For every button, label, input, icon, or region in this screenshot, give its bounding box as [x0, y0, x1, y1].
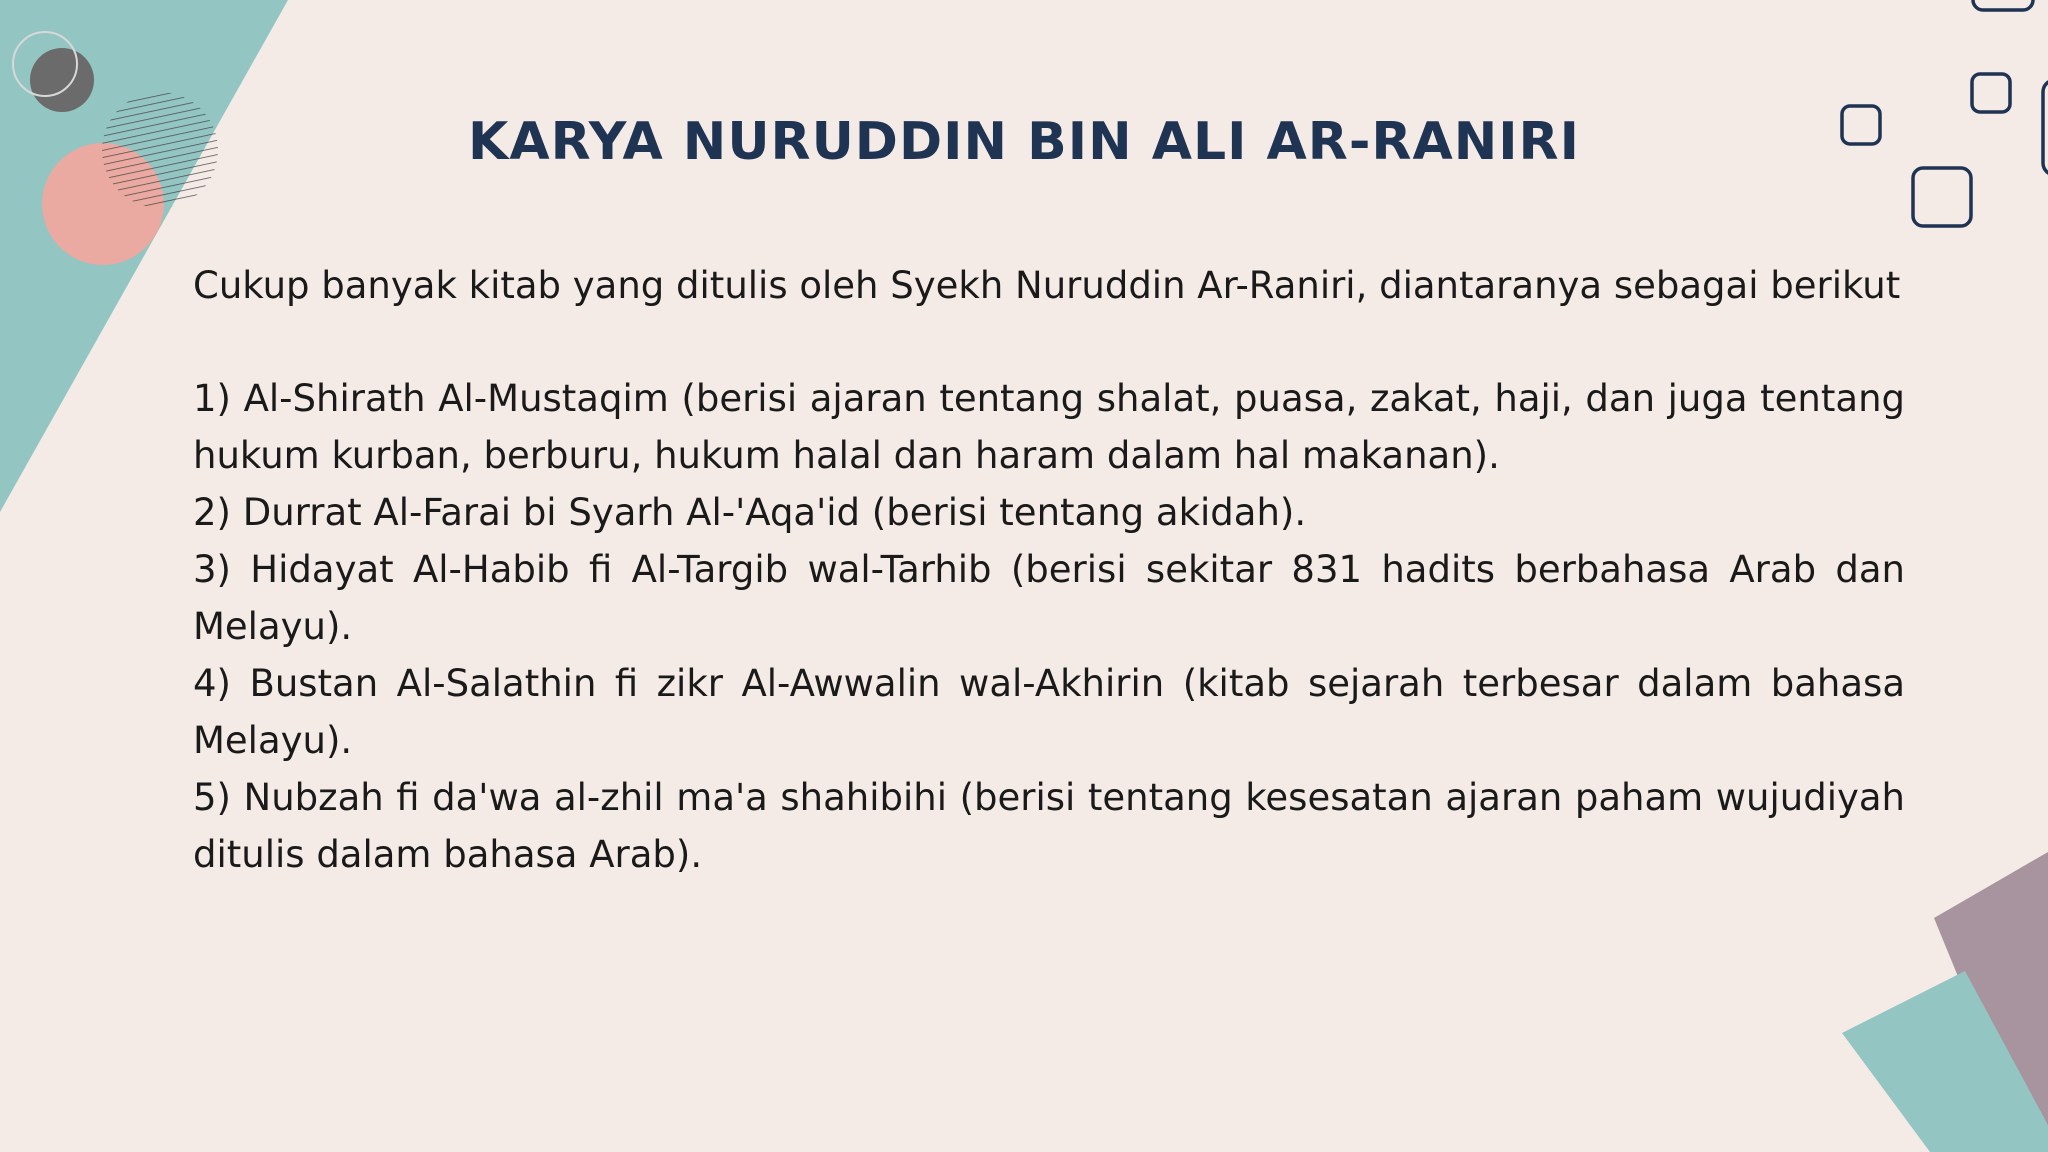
works-list [193, 370, 1905, 883]
list-item: 2) Durrat Al-Farai bi Syarh Al-'Aqa'id (berisi tentang akidah). [193, 491, 1307, 534]
intro-paragraph: Cukup banyak kitab yang ditulis oleh Syekh Nuruddin Ar-Raniri, diantaranya sebagai berikut [193, 264, 1901, 307]
list-item: 3) Hidayat Al-Habib fi Al-Targib wal-Tarhib (berisi sekitar 831 hadits berbahasa Arab dan Melayu). [193, 548, 1905, 648]
slide-title: KARYA NURUDDIN BIN ALI AR-RANIRI [468, 112, 1580, 172]
rounded-square-large [1913, 168, 1971, 226]
rounded-square-partial [1973, 0, 2033, 10]
grey-dot [30, 48, 94, 112]
rounded-square-small [1972, 74, 2010, 112]
list-item: 5) Nubzah fi da'wa al-zhil ma'a shahibihi (berisi tentang kesesatan ajaran paham wujudiyah ditulis dalam bahasa Arab). [193, 776, 1905, 876]
list-item: 4) Bustan Al-Salathin fi zikr Al-Awwalin wal-Akhirin (kitab sejarah terbesar dalam bahasa Melayu). [193, 662, 1905, 762]
list-item: 1) Al-Shirath Al-Mustaqim (berisi ajaran tentang shalat, puasa, zakat, haji, dan juga tentang hukum kurban, berburu, hukum halal dan haram dalam hal makanan). [193, 377, 1905, 477]
